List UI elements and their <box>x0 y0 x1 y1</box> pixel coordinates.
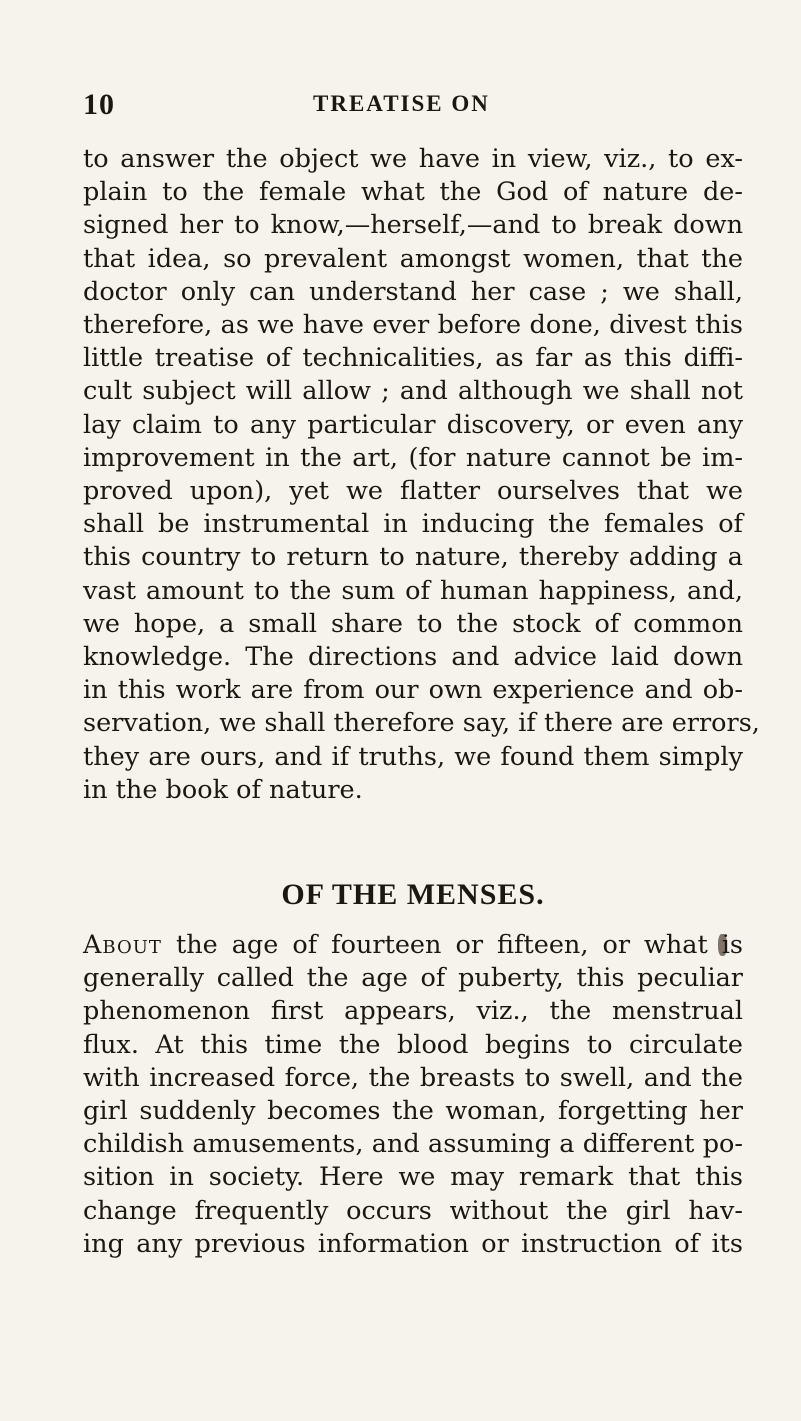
text-line: improvement in the art, (for nature cannot be im- <box>83 442 743 473</box>
text-line: phenomenon first appears, viz., the menstrual <box>83 996 743 1027</box>
text-line: cult subject will allow ; and although we shall not <box>83 376 743 407</box>
text-line: in the book of nature. <box>83 774 363 805</box>
text-line: girl suddenly becomes the woman, forgetting her <box>83 1096 743 1127</box>
text-line: therefore, as we have ever before done, divest this <box>83 310 743 341</box>
text-line: in this work are from our own experience and ob- <box>83 675 743 706</box>
page-edge-fade <box>0 930 28 1310</box>
paragraph-menses <box>83 929 743 1261</box>
drop-word: About <box>83 930 162 960</box>
section-heading: OF THE MENSES. <box>281 878 545 911</box>
text-line: plain to the female what the God of nature de- <box>83 177 743 208</box>
text-line: vast amount to the sum of human happiness, and, <box>83 575 743 606</box>
text-line: flux. At this time the blood begins to circulate <box>83 1029 743 1060</box>
page-number: 10 <box>83 88 115 121</box>
text-line: we hope, a small share to the stock of common <box>83 608 743 639</box>
text-line: with increased force, the breasts to swell, and the <box>83 1062 743 1093</box>
text-line: to answer the object we have in view, viz., to ex- <box>83 144 743 174</box>
text-line: proved upon), yet we flatter ourselves that we <box>83 476 743 507</box>
text-line: signed her to know,—herself,—and to break down <box>83 210 743 241</box>
text-line-rest: the age of fourteen or fifteen, or what is <box>161 930 743 960</box>
text-line <box>83 929 743 962</box>
text-line: servation, we shall therefore say, if there are errors, <box>83 708 760 739</box>
text-line: knowledge. The directions and advice laid down <box>83 642 743 673</box>
text-line: sition in society. Here we may remark that this <box>83 1162 743 1193</box>
paragraph-intro <box>83 143 760 807</box>
text-line: childish amusements, and assuming a different po- <box>83 1129 743 1160</box>
text-line: shall be instrumental in inducing the females of <box>83 509 743 540</box>
running-head: TREATISE ON <box>313 91 490 116</box>
text-line: generally called the age of puberty, this peculiar <box>83 963 743 994</box>
text-line: change frequently occurs without the girl hav- <box>83 1195 743 1226</box>
page-header <box>83 88 743 128</box>
text-line: that idea, so prevalent amongst women, that the <box>83 243 743 274</box>
text-line: doctor only can understand her case ; we shall, <box>83 276 743 307</box>
text-line: lay claim to any particular discovery, or even any <box>83 409 743 440</box>
text-line: little treatise of technicalities, as far as this diffi- <box>83 343 743 374</box>
text-line: this country to return to nature, thereby adding a <box>83 542 743 573</box>
text-line: ing any previous information or instruction of its <box>83 1228 743 1259</box>
text-line: they are ours, and if truths, we found them simply <box>83 741 743 772</box>
